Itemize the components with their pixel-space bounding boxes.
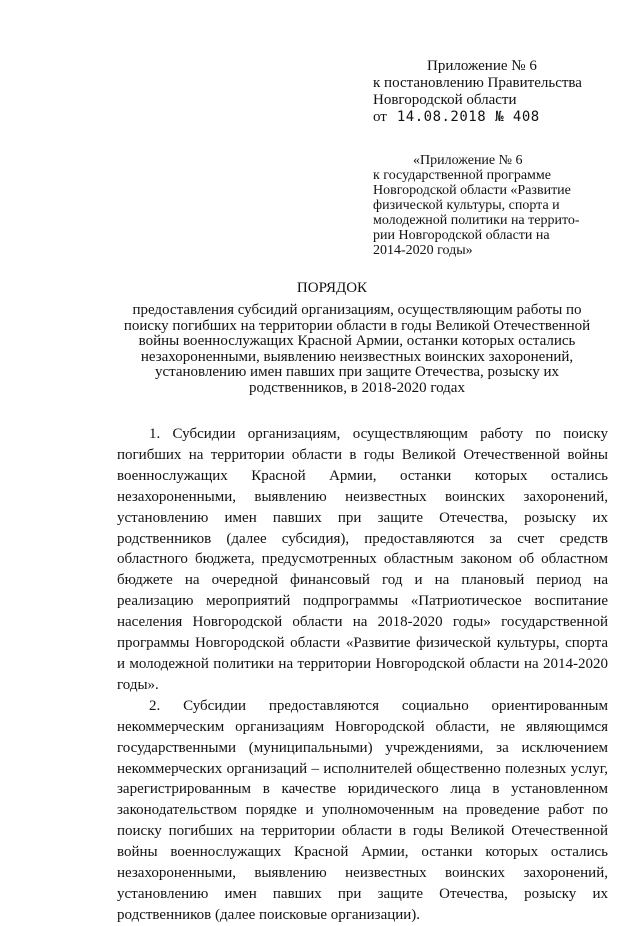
date-number: 14.08.2018 № 408 [396, 109, 540, 125]
appendix-resolution: к постановлению Правительства [373, 75, 582, 91]
appendix-date-line [373, 109, 582, 126]
quote-line-3: Новгородской области «Развитие [373, 183, 571, 198]
document-title: ПОРЯДОК [296, 280, 368, 296]
paragraph-2: 2. Субсидии предоставляются социально ориентированным некоммерческим организациям Новгородской области, не являющимся государственными (муниципальными) учреждениями, за исключением некоммерческих организаций – исполнителей общественно полезных услуг, зарегистрированным в качестве юридического лица в установленном законодательством порядке и уполномоченным на проведение работ по поиску погибших на территории области в годы Великой Отечественной войны военнослужащих Красной Армии, останки которых остались незахороненными, выявлению неизвестных воинских захоронений, установлению имен павших при защите Отечества, розыску их родственников (далее поисковые организации). [117, 697, 608, 923]
quote-line-1: «Приложение № 6 [413, 153, 523, 168]
quote-line-7: 2014-2020 годы» [373, 243, 473, 258]
appendix-quote [373, 153, 593, 258]
document-body [117, 424, 608, 926]
quote-line-2: к государственной программе [373, 168, 551, 183]
appendix-region: Новгородской области [373, 92, 517, 108]
appendix-header [373, 58, 582, 126]
date-prefix: от [373, 109, 387, 125]
quote-line-4: физической культуры, спорта и [373, 198, 560, 213]
document-subtitle: предоставления субсидий организациям, осуществляющим работы по поиску погибших на территории области в годы Великой Отечественной войны военнослужащих Красной Армии, останки которых остались незахороненными, выявлению неизвестных воинских захоронений, установлению имен павших при защите Отечества, розыску их родственников, в 2018-2020 годах [123, 302, 591, 396]
quote-line-6: рии Новгородской области на [373, 228, 550, 243]
quote-line-5: молодежной политики на террито- [373, 213, 580, 228]
appendix-number: Приложение № 6 [427, 58, 537, 74]
paragraph-1: 1. Субсидии организациям, осуществляющим работу по поиску погибших на территории области в годы Великой Отечественной войны военнослужащих Красной Армии, останки которых остались незахороненными, выявлению неизвестных воинских захоронений, установлению имен павших при защите Отечества, розыску их родственников (далее субсидия), предоставляются за счет средств областного бюджета, предусмотренных областным законом об областном бюджете на очередной финансовый год и на плановый период на реализацию мероприятий подпрограммы «Патриотическое воспитание населения Новгородской области на 2018-2020 годы» государственной программы Новгородской области «Развитие физической культуры, спорта и молодежной политики на территории Новгородской области на 2014-2020 годы». [117, 426, 608, 693]
